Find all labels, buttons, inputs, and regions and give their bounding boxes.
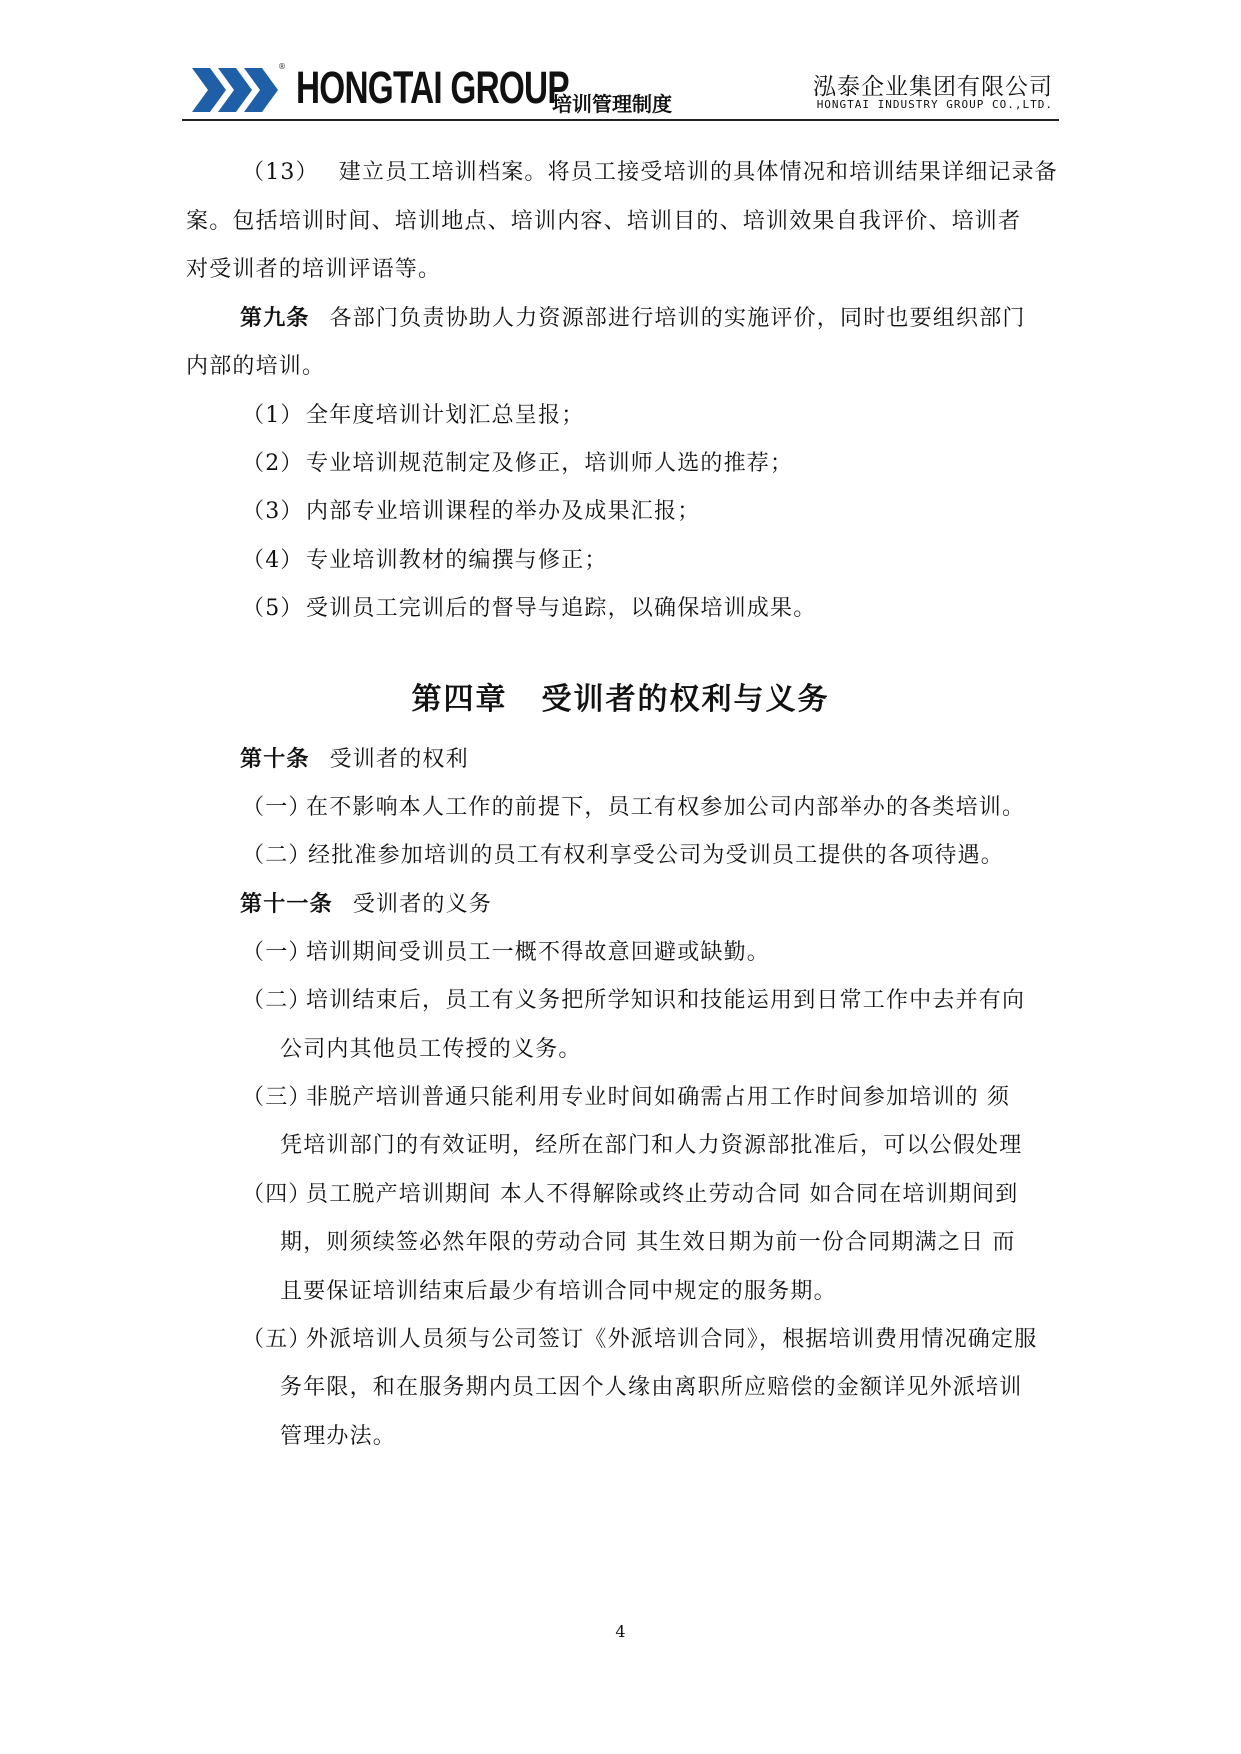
article-subtitle: 受训者的义务 — [352, 892, 493, 917]
item-text: 内部专业培训课程的举办及成果汇报； — [306, 499, 701, 524]
list-item-continuation: 且要保证培训结束后最少有培训合同中规定的服务期。 — [280, 1279, 837, 1304]
item-label: （4） — [242, 548, 304, 573]
article-subtitle: 受训者的权利 — [329, 747, 469, 772]
item-label: （3） — [242, 499, 304, 524]
page-number: 4 — [615, 1622, 626, 1641]
list-item — [242, 938, 770, 968]
item-label: （5） — [242, 596, 304, 621]
list-item — [242, 401, 584, 431]
list-item — [242, 793, 1025, 823]
item-text: 建立员工培训档案。将员工接受培训的具体情况和培训结果详细记录备 — [338, 160, 1058, 185]
item-label: （三） — [242, 1085, 312, 1110]
list-item-continuation: 凭培训部门的有效证明，经所在部门和人力资源部批准后，可以公假处理 — [280, 1133, 1023, 1158]
list-item — [242, 1180, 1018, 1210]
header-divider — [182, 119, 1059, 121]
item-label: （2） — [242, 451, 304, 476]
item13-line1 — [242, 158, 1058, 188]
item-label: （13） — [242, 160, 319, 185]
list-item — [242, 841, 1004, 871]
article9-line1 — [240, 304, 1026, 334]
item-text: 培训结束后，员工有义务把所学知识和技能运用到日常工作中去并有向 — [306, 988, 1026, 1013]
item-label: （五） — [242, 1327, 312, 1352]
page-header — [182, 58, 1057, 120]
article10-heading — [240, 745, 469, 775]
list-item-continuation: 公司内其他员工传授的义务。 — [280, 1037, 582, 1062]
registered-mark: ® — [278, 62, 286, 71]
article-title: 第十一条 — [240, 892, 333, 917]
article-title: 第十条 — [240, 747, 310, 772]
list-item — [242, 546, 608, 576]
list-item — [242, 594, 816, 624]
item-text: 非脱产培训普通只能利用专业时间如确需占用工作时间参加培训的 须 — [306, 1085, 1011, 1110]
item13-line3: 对受训者的培训评语等。 — [186, 257, 442, 282]
item-text: 外派培训人员须与公司签订《外派培训合同》，根据培训费用情况确定服 — [306, 1327, 1038, 1352]
item-text: 培训期间受训员工一概不得故意回避或缺勤。 — [306, 940, 771, 965]
list-item — [242, 1325, 1037, 1355]
chapter-heading — [0, 674, 1241, 718]
item-text: 专业培训教材的编撰与修正； — [306, 548, 608, 573]
item-text: 经批准参加培训的员工有权利享受公司为受训员工提供的各项待遇。 — [308, 843, 1005, 868]
hongtai-logo-icon — [192, 66, 284, 114]
article-title: 第九条 — [240, 306, 310, 331]
company-name-cn: 泓泰企业集团有限公司 — [813, 74, 1053, 100]
list-item — [242, 497, 700, 527]
list-item — [242, 986, 1025, 1016]
document-title: 培训管理制度 — [552, 92, 672, 116]
article11-heading — [240, 890, 492, 920]
company-name-en: HONGTAI INDUSTRY GROUP CO.,LTD. — [816, 98, 1053, 111]
article-text: 各部门负责协助人力资源部进行培训的实施评价，同时也要组织部门 — [329, 306, 1026, 331]
item13-line2: 案。包括培训时间、培训地点、培训内容、培训目的、培训效果自我评价、培训者 — [186, 209, 1022, 234]
item-text: 受训员工完训后的督导与追踪，以确保培训成果。 — [306, 596, 817, 621]
item-label: （1） — [242, 403, 304, 428]
item-label: （二） — [242, 988, 312, 1013]
item-text: 专业培训规范制定及修正，培训师人选的推荐； — [306, 451, 794, 476]
item-label: （二） — [242, 843, 312, 868]
item-label: （一） — [242, 940, 312, 965]
chapter-number: 第四章 — [411, 682, 508, 717]
list-item — [242, 449, 793, 479]
list-item — [242, 1083, 1010, 1113]
item-label: （一） — [242, 795, 312, 820]
list-item-continuation: 务年限，和在服务期内员工因个人缘由离职所应赔偿的金额详见外派培训 — [280, 1375, 1023, 1400]
item-text: 全年度培训计划汇总呈报； — [306, 403, 585, 428]
chapter-title: 受训者的权利与义务 — [541, 682, 830, 717]
list-item-continuation: 期，则须续签必然年限的劳动合同 其生效日期为前一份合同期满之日 而 — [280, 1230, 1016, 1255]
article9-line2: 内部的培训。 — [186, 354, 326, 379]
list-item-continuation: 管理办法。 — [280, 1424, 397, 1449]
item-label: （四） — [242, 1182, 312, 1207]
logo-text: HONGTAI GROUP — [296, 62, 569, 113]
item-text: 员工脱产培训期间 本人不得解除或终止劳动合同 如合同在培训期间到 — [306, 1182, 1019, 1207]
item-text: 在不影响本人工作的前提下，员工有权参加公司内部举办的各类培训。 — [306, 795, 1026, 820]
